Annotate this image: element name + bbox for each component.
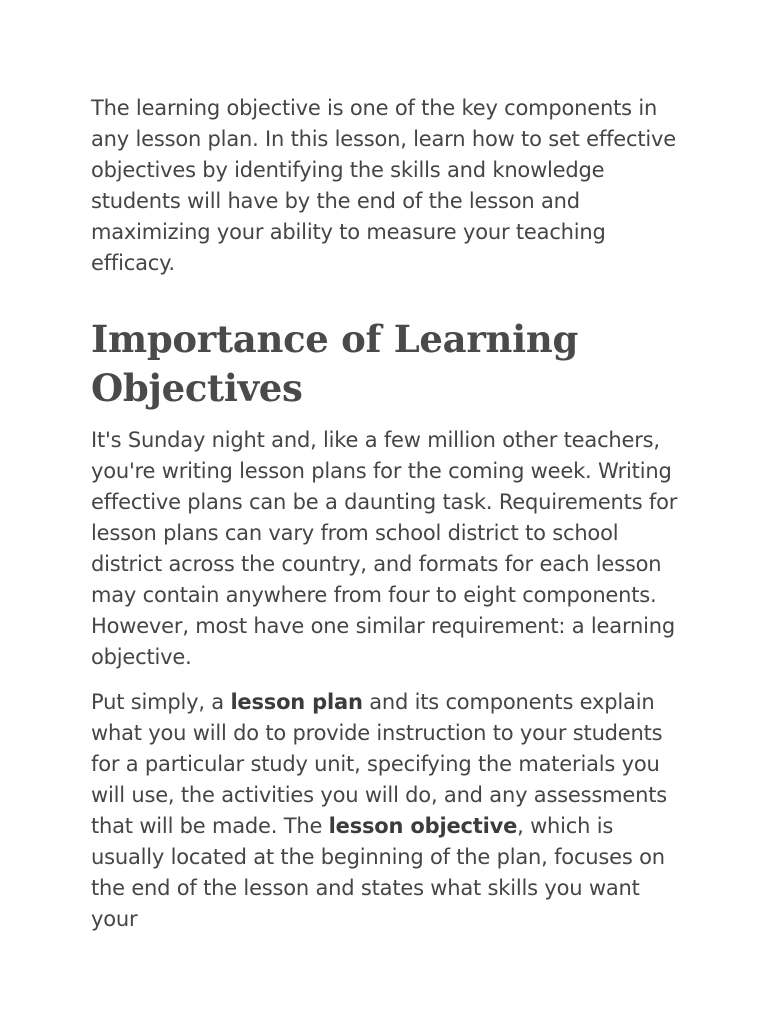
paragraph-2-text-3: , which is usually located at the beginning of the plan, focuses on the end of the lesson and states what skills you want your: [91, 814, 665, 931]
lesson-objective-term: lesson objective: [328, 814, 518, 838]
section-heading: Importance of Learning Objectives: [91, 317, 579, 410]
article-body: [91, 93, 681, 935]
lesson-plan-term: lesson plan: [230, 690, 363, 714]
intro-paragraph: The learning objective is one of the key components in any lesson plan. In this lesson, learn how to set effective objectives by identifying the skills and knowledge students will have by the end of the lesson and maximizing your ability to measure your teaching efficacy.: [91, 96, 676, 275]
body-paragraph-2: [91, 687, 681, 935]
paragraph-2-text-1: Put simply, a: [91, 690, 231, 714]
body-paragraph-1: It's Sunday night and, like a few million other teachers, you're writing lesson plans for the coming week. Writing effective plans can be a daunting task. Requirements for lesson plans can vary from school district to school district across the country, and formats for each lesson may contain anywhere from four to eight components. However, most have one similar requirement: a learning objective.: [91, 428, 678, 669]
paragraph-2-text-2: and its components explain what you will do to provide instruction to your students for a particular study unit, specifying the materials you will use, the activities you will do, and any assessments that will be made. The: [91, 690, 667, 838]
